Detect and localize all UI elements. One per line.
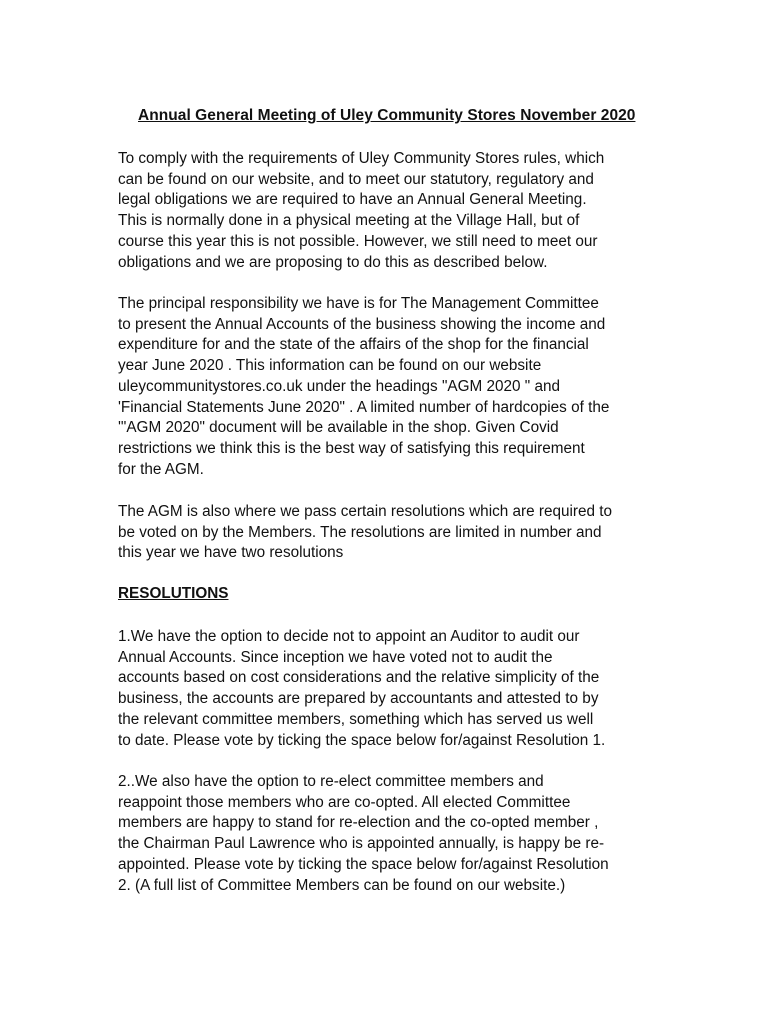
text-line: year June 2020 . This information can be found on our website bbox=[118, 357, 542, 375]
text-line: The principal responsibility we have is for The Management Committee bbox=[118, 295, 599, 312]
text-line: accounts based on cost considerations and the relative simplicity of the bbox=[118, 669, 600, 687]
text-line: To comply with the requirements of Uley Community Stores rules, which bbox=[118, 150, 605, 167]
text-line: '"AGM 2020" document will be available in the shop. Given Covid bbox=[118, 419, 559, 437]
text-line: be voted on by the Members. The resolutions are limited in number and bbox=[118, 523, 602, 541]
text-line: can be found on our website, and to meet our statutory, regulatory and bbox=[118, 170, 594, 188]
text-line: expenditure for and the state of the affairs of the shop for the financial bbox=[118, 336, 589, 354]
text-line: uleycommunitystores.co.uk under the headings "AGM 2020 " and bbox=[118, 377, 560, 395]
text-line: The AGM is also where we pass certain resolutions which are required to bbox=[118, 503, 612, 520]
resolution-1 bbox=[118, 627, 605, 751]
text-line: 'Financial Statements June 2020" . A limited number of hardcopies of the bbox=[118, 398, 610, 416]
text-line: 2. (A full list of Committee Members can be found on our website.) bbox=[118, 876, 566, 894]
resolution-2 bbox=[118, 772, 609, 896]
paragraph-intro bbox=[118, 149, 604, 273]
text-line: legal obligations we are required to have an Annual General Meeting. bbox=[118, 191, 587, 209]
text-line: to present the Annual Accounts of the business showing the income and bbox=[118, 315, 606, 333]
text-line: this year we have two resolutions bbox=[118, 544, 344, 562]
text-line: appointed. Please vote by ticking the space below for/against Resolution bbox=[118, 855, 609, 873]
text-line: restrictions we think this is the best way of satisfying this requirement bbox=[118, 439, 585, 457]
paragraph-responsibility bbox=[118, 294, 609, 480]
text-line: members are happy to stand for re-election and the co-opted member , bbox=[118, 814, 599, 832]
text-line: business, the accounts are prepared by accountants and attested to by bbox=[118, 690, 599, 708]
text-line: Annual Accounts. Since inception we have voted not to audit the bbox=[118, 648, 553, 666]
text-line: obligations and we are proposing to do this as described below. bbox=[118, 253, 548, 271]
text-line: 2..We also have the option to re-elect committee members and bbox=[118, 773, 544, 790]
text-line: This is normally done in a physical meeting at the Village Hall, but of bbox=[118, 212, 580, 230]
paragraph-resolutions-intro bbox=[118, 502, 612, 564]
text-line: 1.We have the option to decide not to appoint an Auditor to audit our bbox=[118, 628, 580, 645]
text-line: for the AGM. bbox=[118, 460, 204, 478]
document-title: Annual General Meeting of Uley Community Stores November 2020 bbox=[138, 107, 636, 124]
text-line: reappoint those members who are co-opted. All elected Committee bbox=[118, 793, 571, 811]
text-line: course this year this is not possible. However, we still need to meet our bbox=[118, 232, 598, 250]
text-line: the relevant committee members, something which has served us well bbox=[118, 710, 594, 728]
text-line: to date. Please vote by ticking the space below for/against Resolution 1. bbox=[118, 731, 606, 749]
text-line: the Chairman Paul Lawrence who is appointed annually, is happy be re- bbox=[118, 835, 605, 853]
resolutions-heading: RESOLUTIONS bbox=[118, 585, 229, 602]
